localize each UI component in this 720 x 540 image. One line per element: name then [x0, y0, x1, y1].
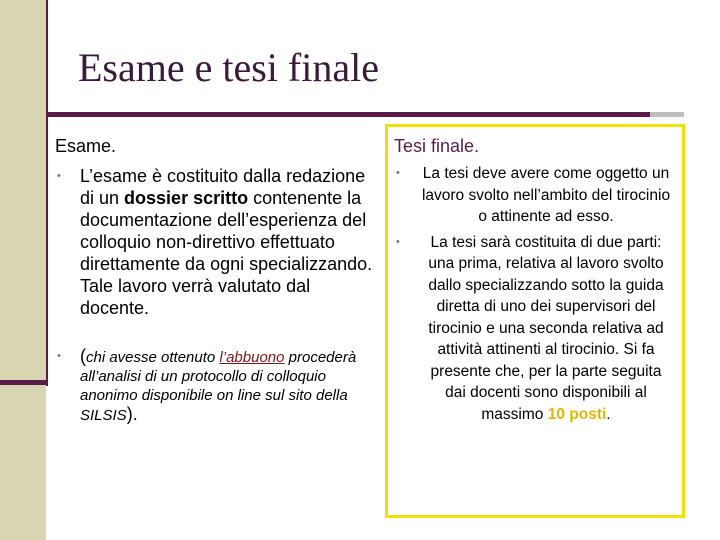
bullet-icon: •	[57, 350, 61, 362]
exam-bullet-2-italic-a: chi avesse ottenuto	[86, 349, 220, 366]
exam-bullet-2	[55, 347, 375, 425]
exam-bullet-2-italic-b: procederà all’analisi di un protocollo di colloquio anonimo disponibile on line sul sito della SILSIS	[80, 349, 357, 424]
slide-title: Esame e tesi finale	[78, 45, 379, 90]
thesis-bullet-1	[388, 163, 682, 228]
title-divider-end	[650, 112, 684, 117]
thesis-bullet-2-text-a: La tesi sarà costituita di due parti: una prima, relativa al lavoro svolto dallo specializzando sotto la guida diretta di uno dei supervisori del tirocinio e una seconda relativa ad attività attinenti al tirocinio. Si fa presente che, per la parte seguita dai docenti sono disponibili al massimo	[428, 233, 664, 423]
bullet-icon: •	[396, 235, 400, 248]
exam-bullet-1-text-a: L’esame è costituito dalla redazione di un	[80, 166, 366, 208]
exam-bullet-2-close-paren: ).	[126, 404, 138, 424]
thesis-bullet-2-text-b: .	[606, 405, 611, 423]
abbuono-link[interactable]: l’abbuono	[219, 349, 285, 366]
bullet-icon: •	[396, 167, 400, 179]
thesis-box	[385, 124, 685, 518]
left-sidebar-accent	[0, 380, 48, 385]
exam-bullet-1	[55, 165, 375, 319]
exam-bullet-1-bold: dossier scritto	[124, 188, 249, 208]
thesis-bullet-1-text: La tesi deve avere come oggetto un lavoro svolto nell’ambito del tirocinio o attinente ad esso.	[421, 165, 671, 225]
bullet-icon: •	[57, 170, 61, 182]
posti-highlight: 10 posti	[547, 405, 607, 423]
exam-bullet-1-text-b: contenente la documentazione dell’esperienza del colloquio non-direttivo effettuato direttamente da ogni specializzando. Tale lavoro verrà valutato dal docente.	[80, 188, 373, 318]
title-divider	[46, 112, 684, 117]
exam-bullet-2-open-paren: (	[80, 346, 86, 366]
thesis-bullet-2	[388, 232, 682, 426]
left-sidebar-line	[46, 0, 48, 386]
left-sidebar-band	[0, 0, 46, 540]
exam-column	[55, 135, 375, 425]
thesis-heading: Tesi finale.	[394, 136, 480, 156]
exam-heading: Esame.	[55, 136, 117, 156]
